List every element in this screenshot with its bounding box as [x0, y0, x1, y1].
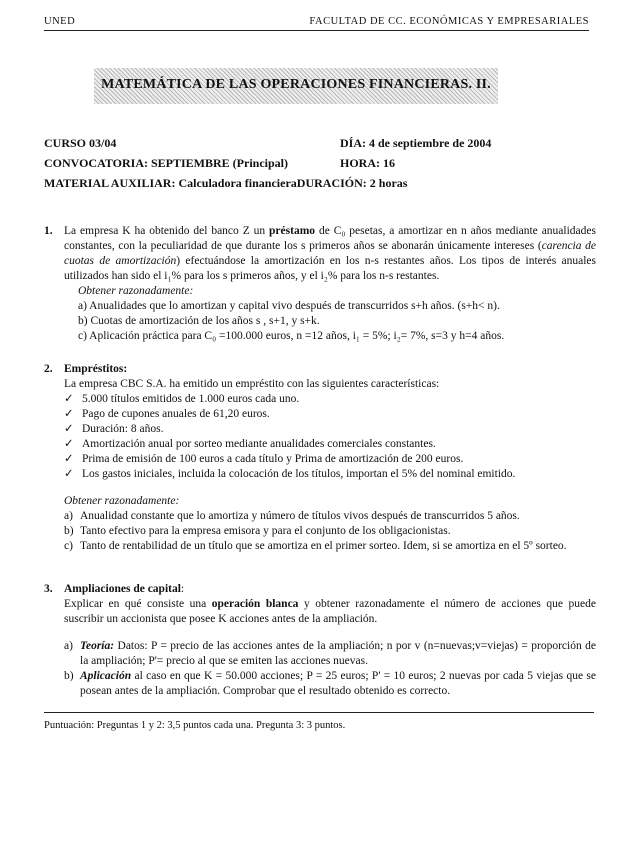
q3-text-item-a: Datos: P = precio de las acciones antes de la ampliación; n por v (n=nuevas;v=viejas) = proporción de la ampliación; P'= precio al que se emiten las acciones nuevas. [80, 640, 597, 667]
q2-text-a: Anualidad constante que lo amortiza y número de títulos vivos después de transcurridos 5 años. [80, 510, 520, 522]
q3-text-bold: operación blanca [211, 598, 299, 610]
info-hora: HORA: 16 [340, 156, 395, 170]
checklist-item [64, 407, 596, 422]
question-1-statement [64, 224, 596, 284]
checklist-item-text: Prima de emisión de 100 euros a cada título y Prima de amortización de 200 euros. [82, 453, 464, 465]
header-right: FACULTAD DE CC. ECONÓMICAS Y EMPRESARIALES [309, 16, 589, 27]
info-convocatoria: CONVOCATORIA: SEPTIEMBRE (Principal) [44, 156, 288, 170]
q2-label-c: c) [64, 540, 73, 552]
q3-aplicacion: Aplicación [80, 670, 132, 682]
exam-title: MATEMÁTICA DE LAS OPERACIONES FINANCIERAS. II. [101, 77, 491, 92]
info-material [44, 176, 407, 191]
question-1-item-b: b) Cuotas de amortización de los años s , s+1, y s+k. [78, 315, 320, 327]
q3-title-colon: : [180, 583, 185, 595]
info-dia: DÍA: 4 de septiembre de 2004 [340, 136, 492, 150]
checklist-item [64, 422, 596, 437]
question-1-obtener: Obtener razonadamente: [78, 285, 194, 297]
question-2-title: Empréstitos: [64, 363, 128, 375]
question-3-item-b [64, 669, 596, 699]
q3-text-item-b: al caso en que K = 50.000 acciones; P = 25 euros; P' = 10 euros; 2 nuevas por cada 5 viejas que se posean antes de la ampliación. Comprobar que el resultado obtenido es correcto. [80, 670, 597, 697]
title-box [94, 68, 498, 104]
q1-text-c: ) efectuándose la amortización en los n-s restantes años. Los tipos de interés anuales utilizados han sido el i₁% para los s primeros años, y el i₂% para los n-s restantes. [64, 255, 596, 282]
question-2-item-a [64, 509, 596, 524]
question-2-obtener: Obtener razonadamente: [64, 495, 180, 507]
q3-title-text: Ampliaciones de capital [64, 583, 181, 595]
question-2-checklist [64, 392, 596, 482]
page-header [44, 14, 589, 31]
q1-text-italic: carencia de cuotas de amortización [64, 240, 596, 267]
q2-label-b: b) [64, 525, 74, 537]
question-2-item-c [64, 539, 596, 554]
q1-text-bold: préstamo [269, 225, 316, 237]
info-material-text: MATERIAL AUXILIAR: Calculadora financiera [44, 176, 297, 190]
q3-text-b: y obtener razonadamente el número de acciones que puede suscribir un accionista que posee K acciones antes de la ampliación. [64, 598, 597, 625]
checklist-item-text: Pago de cupones anuales de 61,20 euros. [82, 408, 270, 420]
q3-teoria: Teoría: [80, 640, 115, 652]
check-icon: ✓ [64, 423, 74, 435]
q2-label-a: a) [64, 510, 73, 522]
question-1-number: 1. [44, 225, 53, 237]
question-3-statement [64, 597, 596, 627]
question-2-item-b [64, 524, 596, 539]
question-1 [44, 224, 596, 344]
question-3 [44, 582, 596, 699]
info-duracion: DURACIÓN: 2 horas [296, 176, 408, 190]
checklist-item [64, 452, 596, 467]
checklist-item [64, 437, 596, 452]
footer-divider [44, 712, 594, 713]
question-2 [44, 362, 596, 554]
question-2-number: 2. [44, 363, 53, 375]
q3-label-b: b) [64, 670, 74, 682]
question-2-intro: La empresa CBC S.A. ha emitido un empréstito con las siguientes características: [64, 378, 440, 390]
q1-text-b: de C₀ pesetas, a amortizar en n años mediante anualidades constantes, con la peculiaridad de que durante los s primeros años se abonarán únicamente intereses ( [64, 225, 596, 252]
footer-puntuacion: Puntuación: Preguntas 1 y 2: 3,5 puntos cada una. Pregunta 3: 3 puntos. [44, 720, 346, 731]
checklist-item [64, 467, 596, 482]
header-left: UNED [44, 16, 76, 27]
check-icon: ✓ [64, 393, 74, 405]
checklist-item-text: Los gastos iniciales, incluida la colocación de los títulos, importan el 5% del nominal emitido. [82, 468, 516, 480]
checklist-item [64, 392, 596, 407]
question-1-item-a: a) Anualidades que lo amortizan y capital vivo después de transcurridos s+h años. (s+h< n). [78, 300, 500, 312]
question-1-item-c: c) Aplicación práctica para C₀ =100.000 euros, n =12 años, i₁ = 5%; i₂= 7%, s=3 y h=4 años. [78, 330, 505, 342]
q3-label-a: a) [64, 640, 73, 652]
checklist-item-text: 5.000 títulos emitidos de 1.000 euros cada uno. [82, 393, 300, 405]
question-3-title [64, 582, 596, 597]
q1-text-a: La empresa K ha obtenido del banco Z un [64, 225, 266, 237]
checklist-item-text: Amortización anual por sorteo mediante anualidades comerciales constantes. [82, 438, 436, 450]
question-3-number: 3. [44, 583, 53, 595]
check-icon: ✓ [64, 453, 74, 465]
q3-text-a: Explicar en qué consiste una [64, 598, 207, 610]
info-curso: CURSO 03/04 [44, 136, 117, 150]
question-3-item-a [64, 639, 596, 669]
q2-text-c: Tanto de rentabilidad de un título que se amortiza en el primer sorteo. Idem, si se amortiza en el 5º sorteo. [80, 540, 567, 552]
check-icon: ✓ [64, 468, 74, 480]
check-icon: ✓ [64, 408, 74, 420]
checklist-item-text: Duración: 8 años. [82, 423, 164, 435]
q2-text-b: Tanto efectivo para la empresa emisora y para el conjunto de los obligacionistas. [80, 525, 451, 537]
check-icon: ✓ [64, 438, 74, 450]
